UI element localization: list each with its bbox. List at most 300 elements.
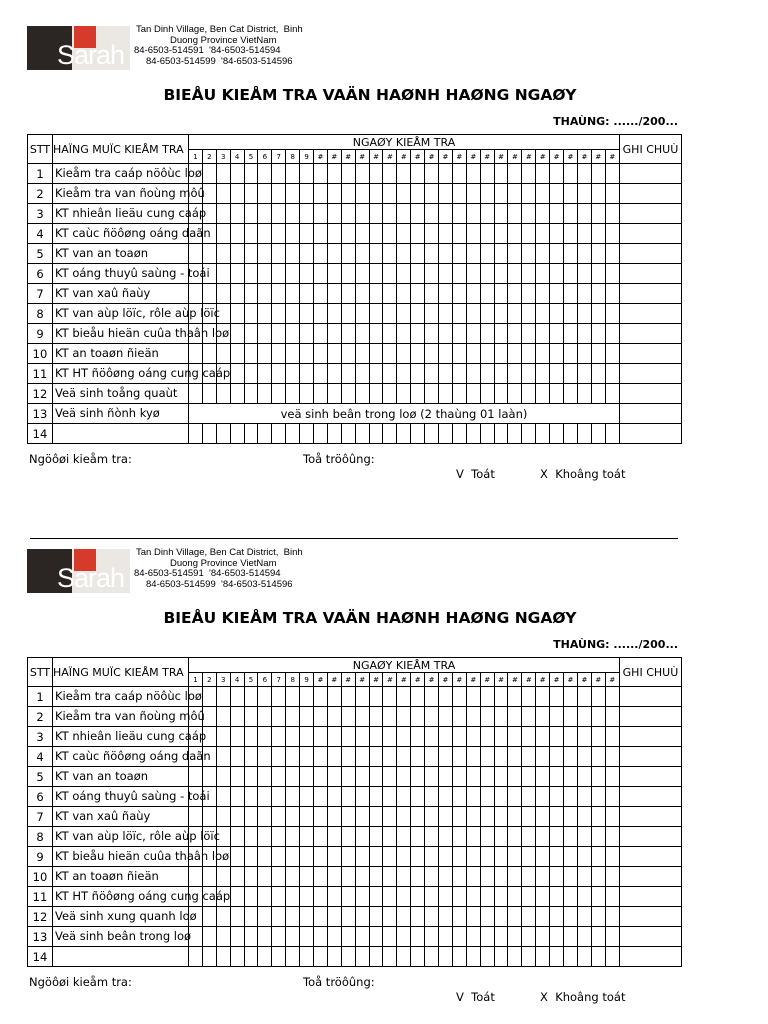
check-cell[interactable] <box>314 324 328 344</box>
check-cell[interactable] <box>230 424 244 444</box>
check-cell[interactable] <box>508 847 522 867</box>
check-cell[interactable] <box>522 304 536 324</box>
check-cell[interactable] <box>508 927 522 947</box>
note-cell[interactable] <box>619 787 681 807</box>
check-cell[interactable] <box>466 707 480 727</box>
check-cell[interactable] <box>439 344 453 364</box>
check-cell[interactable] <box>508 284 522 304</box>
check-cell[interactable] <box>522 707 536 727</box>
check-cell[interactable] <box>605 847 619 867</box>
check-cell[interactable] <box>439 364 453 384</box>
check-cell[interactable] <box>383 907 397 927</box>
check-cell[interactable] <box>314 927 328 947</box>
check-cell[interactable] <box>591 887 605 907</box>
check-cell[interactable] <box>341 224 355 244</box>
check-cell[interactable] <box>564 747 578 767</box>
check-cell[interactable] <box>577 727 591 747</box>
check-cell[interactable] <box>439 304 453 324</box>
check-cell[interactable] <box>355 727 369 747</box>
check-cell[interactable] <box>591 687 605 707</box>
check-cell[interactable] <box>466 364 480 384</box>
check-cell[interactable] <box>466 324 480 344</box>
check-cell[interactable] <box>355 787 369 807</box>
check-cell[interactable] <box>564 224 578 244</box>
check-cell[interactable] <box>341 164 355 184</box>
check-cell[interactable] <box>522 727 536 747</box>
check-cell[interactable] <box>466 887 480 907</box>
check-cell[interactable] <box>230 887 244 907</box>
check-cell[interactable] <box>452 687 466 707</box>
check-cell[interactable] <box>341 847 355 867</box>
check-cell[interactable] <box>605 827 619 847</box>
check-cell[interactable] <box>536 364 550 384</box>
check-cell[interactable] <box>577 164 591 184</box>
check-cell[interactable] <box>286 847 300 867</box>
check-cell[interactable] <box>327 947 341 967</box>
note-cell[interactable] <box>619 164 681 184</box>
check-cell[interactable] <box>411 384 425 404</box>
note-cell[interactable] <box>619 867 681 887</box>
check-cell[interactable] <box>536 384 550 404</box>
check-cell[interactable] <box>494 244 508 264</box>
check-cell[interactable] <box>341 727 355 747</box>
check-cell[interactable] <box>341 907 355 927</box>
check-cell[interactable] <box>286 787 300 807</box>
check-cell[interactable] <box>425 284 439 304</box>
check-cell[interactable] <box>591 364 605 384</box>
check-cell[interactable] <box>480 284 494 304</box>
check-cell[interactable] <box>327 324 341 344</box>
check-cell[interactable] <box>327 927 341 947</box>
check-cell[interactable] <box>314 767 328 787</box>
check-cell[interactable] <box>411 184 425 204</box>
check-cell[interactable] <box>466 224 480 244</box>
check-cell[interactable] <box>411 687 425 707</box>
check-cell[interactable] <box>272 747 286 767</box>
check-cell[interactable] <box>355 364 369 384</box>
check-cell[interactable] <box>522 384 536 404</box>
note-cell[interactable] <box>619 707 681 727</box>
check-cell[interactable] <box>314 244 328 264</box>
check-cell[interactable] <box>216 707 230 727</box>
check-cell[interactable] <box>550 424 564 444</box>
check-cell[interactable] <box>189 344 203 364</box>
check-cell[interactable] <box>258 927 272 947</box>
check-cell[interactable] <box>480 947 494 967</box>
check-cell[interactable] <box>383 164 397 184</box>
check-cell[interactable] <box>314 344 328 364</box>
check-cell[interactable] <box>314 304 328 324</box>
check-cell[interactable] <box>452 264 466 284</box>
check-cell[interactable] <box>522 887 536 907</box>
check-cell[interactable] <box>452 807 466 827</box>
check-cell[interactable] <box>536 767 550 787</box>
check-cell[interactable] <box>300 807 314 827</box>
note-cell[interactable] <box>619 244 681 264</box>
check-cell[interactable] <box>522 324 536 344</box>
check-cell[interactable] <box>591 304 605 324</box>
check-cell[interactable] <box>605 707 619 727</box>
check-cell[interactable] <box>327 787 341 807</box>
check-cell[interactable] <box>383 344 397 364</box>
check-cell[interactable] <box>272 224 286 244</box>
check-cell[interactable] <box>314 867 328 887</box>
check-cell[interactable] <box>439 164 453 184</box>
check-cell[interactable] <box>550 384 564 404</box>
check-cell[interactable] <box>508 264 522 284</box>
check-cell[interactable] <box>300 384 314 404</box>
check-cell[interactable] <box>258 244 272 264</box>
check-cell[interactable] <box>314 747 328 767</box>
check-cell[interactable] <box>216 164 230 184</box>
check-cell[interactable] <box>397 264 411 284</box>
check-cell[interactable] <box>494 747 508 767</box>
check-cell[interactable] <box>564 324 578 344</box>
check-cell[interactable] <box>258 687 272 707</box>
check-cell[interactable] <box>244 947 258 967</box>
note-cell[interactable] <box>619 384 681 404</box>
check-cell[interactable] <box>550 244 564 264</box>
check-cell[interactable] <box>314 284 328 304</box>
check-cell[interactable] <box>369 264 383 284</box>
check-cell[interactable] <box>425 807 439 827</box>
check-cell[interactable] <box>397 847 411 867</box>
check-cell[interactable] <box>577 907 591 927</box>
check-cell[interactable] <box>605 184 619 204</box>
check-cell[interactable] <box>605 424 619 444</box>
check-cell[interactable] <box>216 344 230 364</box>
check-cell[interactable] <box>494 224 508 244</box>
check-cell[interactable] <box>300 344 314 364</box>
check-cell[interactable] <box>494 727 508 747</box>
check-cell[interactable] <box>397 907 411 927</box>
check-cell[interactable] <box>494 907 508 927</box>
check-cell[interactable] <box>355 244 369 264</box>
check-cell[interactable] <box>369 807 383 827</box>
check-cell[interactable] <box>564 927 578 947</box>
check-cell[interactable] <box>369 907 383 927</box>
check-cell[interactable] <box>327 204 341 224</box>
check-cell[interactable] <box>355 204 369 224</box>
check-cell[interactable] <box>216 244 230 264</box>
check-cell[interactable] <box>314 707 328 727</box>
check-cell[interactable] <box>272 687 286 707</box>
check-cell[interactable] <box>244 264 258 284</box>
check-cell[interactable] <box>550 344 564 364</box>
check-cell[interactable] <box>494 687 508 707</box>
check-cell[interactable] <box>383 767 397 787</box>
check-cell[interactable] <box>494 887 508 907</box>
check-cell[interactable] <box>480 767 494 787</box>
check-cell[interactable] <box>522 687 536 707</box>
check-cell[interactable] <box>369 887 383 907</box>
check-cell[interactable] <box>480 184 494 204</box>
check-cell[interactable] <box>286 324 300 344</box>
check-cell[interactable] <box>327 887 341 907</box>
check-cell[interactable] <box>411 907 425 927</box>
check-cell[interactable] <box>425 164 439 184</box>
note-cell[interactable] <box>619 847 681 867</box>
check-cell[interactable] <box>591 747 605 767</box>
check-cell[interactable] <box>480 807 494 827</box>
check-cell[interactable] <box>383 727 397 747</box>
check-cell[interactable] <box>244 887 258 907</box>
check-cell[interactable] <box>355 424 369 444</box>
check-cell[interactable] <box>397 284 411 304</box>
check-cell[interactable] <box>300 887 314 907</box>
check-cell[interactable] <box>494 164 508 184</box>
check-cell[interactable] <box>383 424 397 444</box>
check-cell[interactable] <box>216 867 230 887</box>
check-cell[interactable] <box>189 867 203 887</box>
check-cell[interactable] <box>202 284 216 304</box>
check-cell[interactable] <box>397 184 411 204</box>
check-cell[interactable] <box>286 164 300 184</box>
check-cell[interactable] <box>550 264 564 284</box>
check-cell[interactable] <box>369 707 383 727</box>
check-cell[interactable] <box>216 264 230 284</box>
check-cell[interactable] <box>508 184 522 204</box>
check-cell[interactable] <box>452 867 466 887</box>
check-cell[interactable] <box>383 224 397 244</box>
check-cell[interactable] <box>425 767 439 787</box>
check-cell[interactable] <box>425 787 439 807</box>
check-cell[interactable] <box>577 344 591 364</box>
check-cell[interactable] <box>286 304 300 324</box>
check-cell[interactable] <box>591 947 605 967</box>
check-cell[interactable] <box>258 707 272 727</box>
check-cell[interactable] <box>536 747 550 767</box>
check-cell[interactable] <box>341 887 355 907</box>
check-cell[interactable] <box>397 687 411 707</box>
check-cell[interactable] <box>189 767 203 787</box>
check-cell[interactable] <box>536 244 550 264</box>
check-cell[interactable] <box>605 244 619 264</box>
check-cell[interactable] <box>494 867 508 887</box>
check-cell[interactable] <box>258 787 272 807</box>
check-cell[interactable] <box>591 184 605 204</box>
check-cell[interactable] <box>536 727 550 747</box>
note-cell[interactable] <box>619 364 681 384</box>
check-cell[interactable] <box>216 184 230 204</box>
check-cell[interactable] <box>591 384 605 404</box>
check-cell[interactable] <box>314 847 328 867</box>
check-cell[interactable] <box>272 344 286 364</box>
check-cell[interactable] <box>355 324 369 344</box>
check-cell[interactable] <box>202 947 216 967</box>
check-cell[interactable] <box>550 827 564 847</box>
check-cell[interactable] <box>244 927 258 947</box>
check-cell[interactable] <box>508 947 522 967</box>
check-cell[interactable] <box>383 927 397 947</box>
check-cell[interactable] <box>508 364 522 384</box>
check-cell[interactable] <box>327 847 341 867</box>
check-cell[interactable] <box>314 224 328 244</box>
check-cell[interactable] <box>202 384 216 404</box>
check-cell[interactable] <box>258 224 272 244</box>
check-cell[interactable] <box>439 867 453 887</box>
check-cell[interactable] <box>383 284 397 304</box>
check-cell[interactable] <box>550 807 564 827</box>
check-cell[interactable] <box>466 827 480 847</box>
note-cell[interactable] <box>619 767 681 787</box>
check-cell[interactable] <box>327 344 341 364</box>
check-cell[interactable] <box>244 767 258 787</box>
check-cell[interactable] <box>314 887 328 907</box>
check-cell[interactable] <box>327 424 341 444</box>
check-cell[interactable] <box>258 284 272 304</box>
check-cell[interactable] <box>258 727 272 747</box>
note-cell[interactable] <box>619 747 681 767</box>
check-cell[interactable] <box>536 164 550 184</box>
check-cell[interactable] <box>425 264 439 284</box>
check-cell[interactable] <box>536 807 550 827</box>
check-cell[interactable] <box>355 384 369 404</box>
check-cell[interactable] <box>605 927 619 947</box>
check-cell[interactable] <box>383 847 397 867</box>
check-cell[interactable] <box>466 727 480 747</box>
check-cell[interactable] <box>439 244 453 264</box>
check-cell[interactable] <box>272 364 286 384</box>
check-cell[interactable] <box>341 284 355 304</box>
check-cell[interactable] <box>536 867 550 887</box>
check-cell[interactable] <box>411 364 425 384</box>
check-cell[interactable] <box>480 204 494 224</box>
check-cell[interactable] <box>314 687 328 707</box>
check-cell[interactable] <box>244 747 258 767</box>
check-cell[interactable] <box>466 284 480 304</box>
check-cell[interactable] <box>216 787 230 807</box>
check-cell[interactable] <box>425 927 439 947</box>
check-cell[interactable] <box>355 687 369 707</box>
check-cell[interactable] <box>550 224 564 244</box>
check-cell[interactable] <box>383 827 397 847</box>
check-cell[interactable] <box>411 344 425 364</box>
check-cell[interactable] <box>577 224 591 244</box>
check-cell[interactable] <box>605 204 619 224</box>
check-cell[interactable] <box>397 204 411 224</box>
check-cell[interactable] <box>314 787 328 807</box>
check-cell[interactable] <box>577 424 591 444</box>
check-cell[interactable] <box>550 707 564 727</box>
check-cell[interactable] <box>508 827 522 847</box>
check-cell[interactable] <box>494 424 508 444</box>
note-cell[interactable] <box>619 807 681 827</box>
check-cell[interactable] <box>466 244 480 264</box>
check-cell[interactable] <box>300 927 314 947</box>
check-cell[interactable] <box>327 767 341 787</box>
check-cell[interactable] <box>439 204 453 224</box>
check-cell[interactable] <box>466 424 480 444</box>
check-cell[interactable] <box>286 424 300 444</box>
check-cell[interactable] <box>300 204 314 224</box>
check-cell[interactable] <box>550 164 564 184</box>
check-cell[interactable] <box>466 747 480 767</box>
check-cell[interactable] <box>425 727 439 747</box>
check-cell[interactable] <box>300 947 314 967</box>
check-cell[interactable] <box>202 927 216 947</box>
check-cell[interactable] <box>591 727 605 747</box>
check-cell[interactable] <box>508 887 522 907</box>
check-cell[interactable] <box>591 867 605 887</box>
check-cell[interactable] <box>494 324 508 344</box>
note-cell[interactable] <box>619 304 681 324</box>
check-cell[interactable] <box>425 687 439 707</box>
check-cell[interactable] <box>466 304 480 324</box>
check-cell[interactable] <box>564 827 578 847</box>
check-cell[interactable] <box>577 847 591 867</box>
check-cell[interactable] <box>397 827 411 847</box>
check-cell[interactable] <box>258 847 272 867</box>
check-cell[interactable] <box>452 184 466 204</box>
check-cell[interactable] <box>244 384 258 404</box>
check-cell[interactable] <box>605 867 619 887</box>
check-cell[interactable] <box>258 264 272 284</box>
check-cell[interactable] <box>522 164 536 184</box>
check-cell[interactable] <box>314 384 328 404</box>
check-cell[interactable] <box>230 384 244 404</box>
check-cell[interactable] <box>439 767 453 787</box>
check-cell[interactable] <box>327 727 341 747</box>
check-cell[interactable] <box>369 727 383 747</box>
check-cell[interactable] <box>550 907 564 927</box>
check-cell[interactable] <box>494 927 508 947</box>
check-cell[interactable] <box>300 787 314 807</box>
check-cell[interactable] <box>564 687 578 707</box>
check-cell[interactable] <box>397 164 411 184</box>
check-cell[interactable] <box>286 887 300 907</box>
check-cell[interactable] <box>300 827 314 847</box>
check-cell[interactable] <box>244 184 258 204</box>
check-cell[interactable] <box>439 707 453 727</box>
check-cell[interactable] <box>466 867 480 887</box>
check-cell[interactable] <box>369 827 383 847</box>
check-cell[interactable] <box>355 827 369 847</box>
check-cell[interactable] <box>258 887 272 907</box>
check-cell[interactable] <box>494 184 508 204</box>
check-cell[interactable] <box>258 807 272 827</box>
check-cell[interactable] <box>536 787 550 807</box>
check-cell[interactable] <box>383 807 397 827</box>
check-cell[interactable] <box>397 384 411 404</box>
check-cell[interactable] <box>189 284 203 304</box>
check-cell[interactable] <box>397 364 411 384</box>
check-cell[interactable] <box>591 244 605 264</box>
check-cell[interactable] <box>355 847 369 867</box>
check-cell[interactable] <box>411 224 425 244</box>
check-cell[interactable] <box>564 424 578 444</box>
check-cell[interactable] <box>341 687 355 707</box>
check-cell[interactable] <box>577 364 591 384</box>
check-cell[interactable] <box>452 204 466 224</box>
check-cell[interactable] <box>411 927 425 947</box>
check-cell[interactable] <box>369 344 383 364</box>
check-cell[interactable] <box>272 304 286 324</box>
check-cell[interactable] <box>383 364 397 384</box>
check-cell[interactable] <box>522 244 536 264</box>
check-cell[interactable] <box>605 947 619 967</box>
check-cell[interactable] <box>244 807 258 827</box>
check-cell[interactable] <box>536 827 550 847</box>
check-cell[interactable] <box>591 827 605 847</box>
check-cell[interactable] <box>202 244 216 264</box>
check-cell[interactable] <box>564 787 578 807</box>
check-cell[interactable] <box>494 304 508 324</box>
check-cell[interactable] <box>272 787 286 807</box>
check-cell[interactable] <box>480 324 494 344</box>
check-cell[interactable] <box>508 867 522 887</box>
check-cell[interactable] <box>466 907 480 927</box>
